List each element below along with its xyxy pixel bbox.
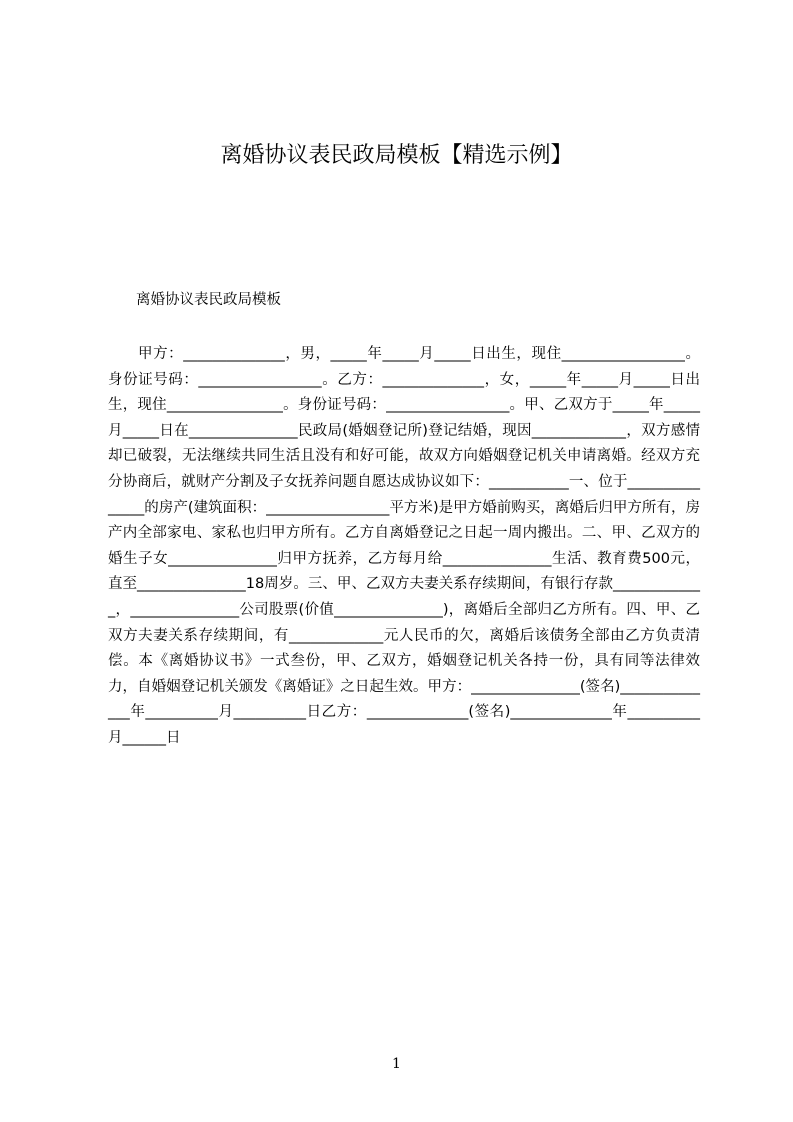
agreement-body: 甲方：______________，男，_____年_____月_____日出生，现住_________________。身份证号码：_________________。乙方：______________，女，_____年_____月_____日出生，现住________________。身份证号码：_________________。甲、乙双方于_____年_____月_____日在_______________民政局(婚姻登记所)登记结婚，现因_____________，双方感情却已破裂，无法继续共同生活且没有和好可能，故双方向婚姻登记机关申请离婚。经双方充分协商后，就财产分割及子女抚养问题自愿达成协议如下：___________一、位于_______________的房产(建筑面积：_________________平方米)是甲方婚前购买，离婚后归甲方所有，房产内全部家电、家私也归甲方所有。乙方自离婚登记之日起一周内搬出。二、甲、乙双方的婚生子女_______________归甲方抚养，乙方每月给_______________生活、教育费500元，直至_______________18周岁。三、甲、乙双方夫妻关系存续期间，有银行存款_____________，_______________公司股票(价值_______________)，离婚后全部归乙方所有。四、甲、乙双方夫妻关系存续期间，有_____________元人民币的欠，离婚后该债务全部由乙方负责清偿。本《离婚协议书》一式叁份，甲、乙双方，婚姻登记机关各持一份，具有同等法律效力，自婚姻登记机关颁发《离婚证》之日起生效。甲方：_______________(签名)______________年__________月__________日乙方：______________(签名)______________年__________月______日: [108, 346, 700, 746]
document-title: 离婚协议表民政局模板【精选示例】: [220, 143, 573, 168]
page-number: 1: [392, 1056, 401, 1072]
document-subtitle: 离婚协议表民政局模板: [136, 292, 281, 308]
